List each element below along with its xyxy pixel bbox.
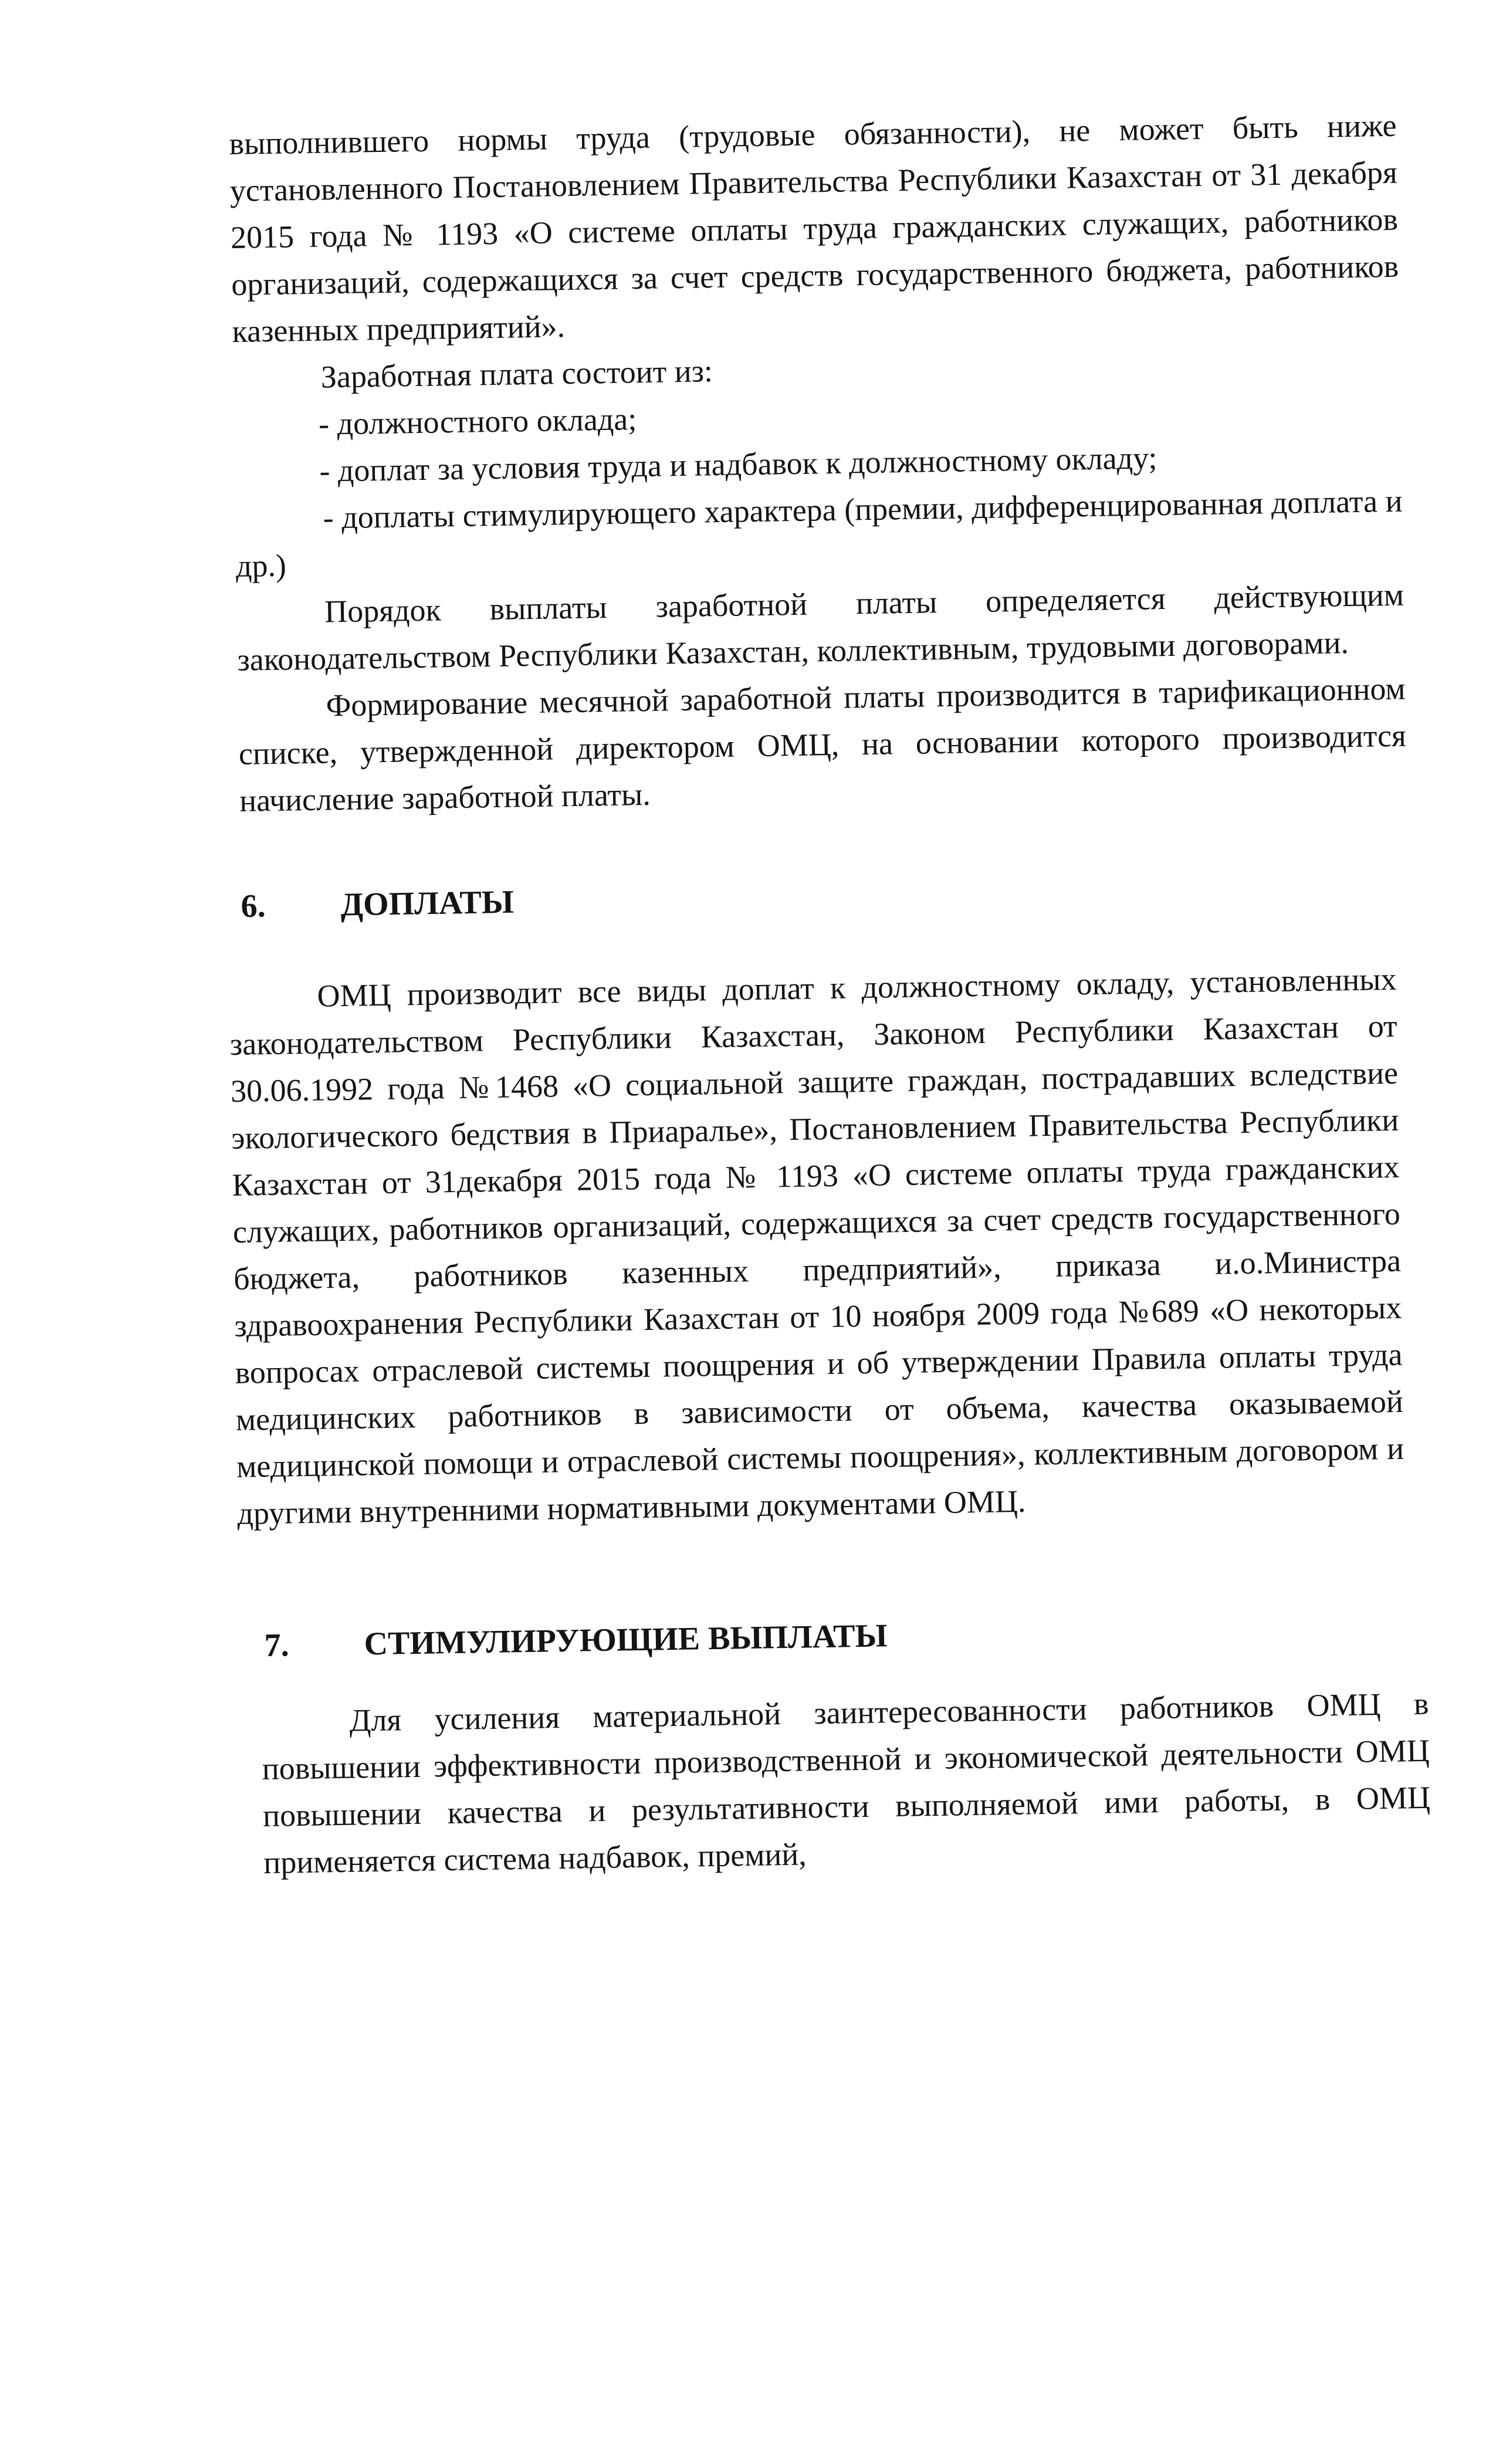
- paragraph-supplements: ОМЦ производит все виды доплат к должностному окладу, установленных законодательством Республики Казахстан, Законом Республики Казахстан от 30.06.1992 года №1468 «О социальной защите граждан, пострадавших вследствие экологического бедствия в Приаралье», Постановлением Правительства Республики Казахстан от 31декабря 2015 года № 1193 «О системе оплаты труда гражданских служащих, работников организаций, содержащихся за счет средств государственного бюджета, работников казенных предприятий», приказа и.о.Министра здравоохранения Республики Казахстан от 10 ноября 2009 года №689 «О некоторых вопросах отраслевой системы поощрения и об утверждении Правила оплаты труда медицинских работников в зависимости от объема, качества оказываемой медицинской помощи и отраслевой системы поощрения», коллективным договором и другими внутренними нормативными документами ОМЦ.: [229, 961, 1404, 1531]
- section-5-text: [229, 102, 1407, 824]
- section-6-title: ДОПЛАТЫ: [340, 884, 515, 923]
- paragraph-payment-order: Порядок выплаты заработной платы определяется действующим законодательством Республики Казахстан, коллективным, трудовыми договорами.: [236, 577, 1404, 678]
- paragraph-salary-consists: Заработная плата состоит из:: [320, 353, 713, 395]
- section-6-heading: [241, 879, 514, 930]
- list-item-incentive-payments: - доплаты стимулирующего характера (премии, дифференцированная доплата и др.): [235, 483, 1403, 584]
- list-item-base-salary: - должностного оклада;: [318, 401, 637, 442]
- list-item-allowances: - доплат за условия труда и надбавок к должностному окладу;: [319, 440, 1157, 489]
- section-6-number: 6.: [241, 888, 266, 925]
- section-6-text: [229, 956, 1405, 1537]
- section-7-number: 7.: [264, 1627, 290, 1664]
- section-7-title: СТИМУЛИРУЮЩИЕ ВЫПЛАТЫ: [364, 1617, 888, 1663]
- paragraph-min-wage: выполнившего нормы труда (трудовые обязанности), не может быть ниже установленного Постановлением Правительства Республики Казахстан от 31 декабря 2015 года № 1193 «О системе оплаты труда гражданских служащих, работников организаций, содержащихся за счет средств государственного бюджета, работников казенных предприятий».: [229, 107, 1399, 349]
- paragraph-salary-formation: Формирование месячной заработной платы производится в тарификационном списке, утвержденной директором ОМЦ, на основании которого производится начисление заработной платы.: [238, 671, 1407, 818]
- paragraph-incentives: Для усиления материальной заинтересованности работников ОМЦ в повышении эффективности производственной и экономической деятельности ОМЦ повышении качества и результативности выполняемой ими работы, в ОМЦ применяется система надбавок, премий,: [262, 1685, 1431, 1880]
- section-7-text: [261, 1680, 1431, 1886]
- section-7-heading: [264, 1612, 888, 1669]
